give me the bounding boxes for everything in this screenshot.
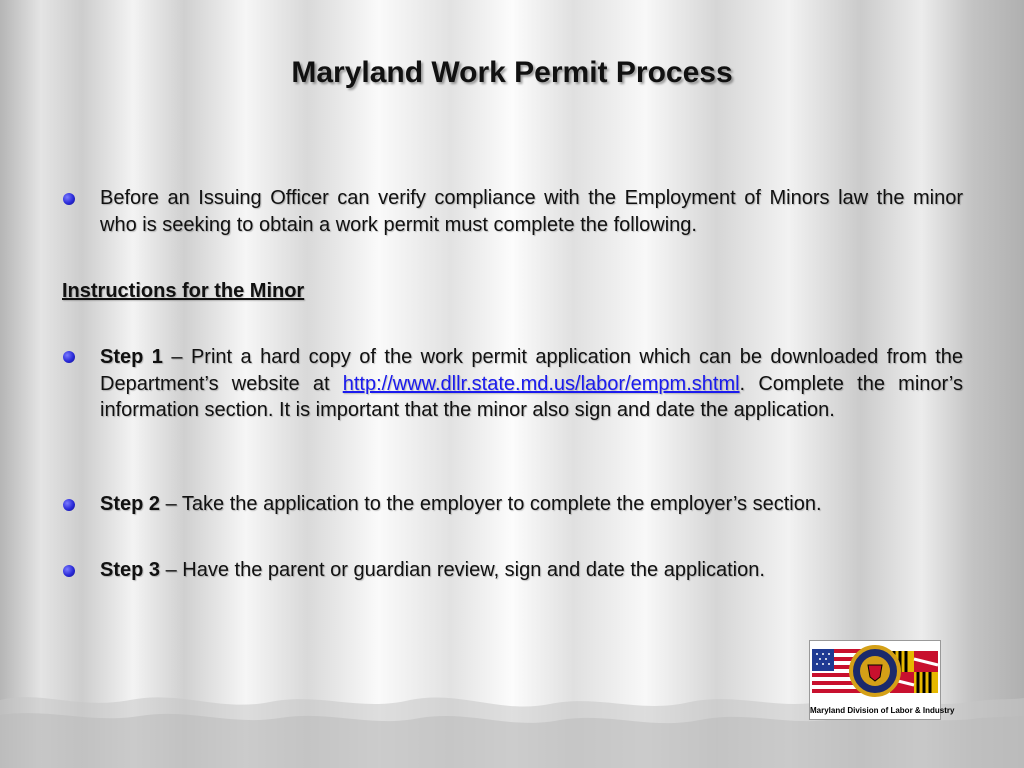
- step-3-label: Step 3: [100, 559, 161, 581]
- instructions-heading: Instructions for the Minor: [62, 280, 305, 302]
- dllr-website-link[interactable]: http://www.dllr.state.md.us/labor/empm.shtml: [342, 372, 740, 395]
- bullet-icon: [63, 351, 75, 363]
- step-1-label: Step 1: [100, 346, 163, 368]
- bullet-icon: [63, 193, 75, 205]
- bullet-icon: [63, 565, 75, 577]
- page-title: Maryland Work Permit Process: [291, 56, 733, 89]
- maryland-dli-logo: [809, 640, 955, 720]
- step-2-label: Step 2: [100, 493, 161, 515]
- bullet-icon: [63, 499, 75, 511]
- step-1-text-continued: . Complete the minor’s information section. It is important that the minor also sign and date the application.: [100, 372, 963, 421]
- flags-and-seal-icon: [810, 641, 940, 703]
- step-2-item: [100, 491, 963, 518]
- step-3-text: – Have the parent or guardian review, sign and date the application.: [160, 559, 765, 581]
- step-2-text: – Take the application to the employer to complete the employer’s section.: [160, 493, 822, 515]
- intro-text: Before an Issuing Officer can verify compliance with the Employment of Minors law the minor who is seeking to obtain a work permit must complete the following.: [100, 187, 963, 236]
- logo-caption: Maryland Division of Labor & Industry: [810, 703, 940, 719]
- step-1-item: [100, 344, 963, 424]
- step-1-text: – Print a hard copy of the work permit application which can be downloaded from the Department’s website at: [100, 346, 963, 395]
- step-3-item: [100, 557, 963, 584]
